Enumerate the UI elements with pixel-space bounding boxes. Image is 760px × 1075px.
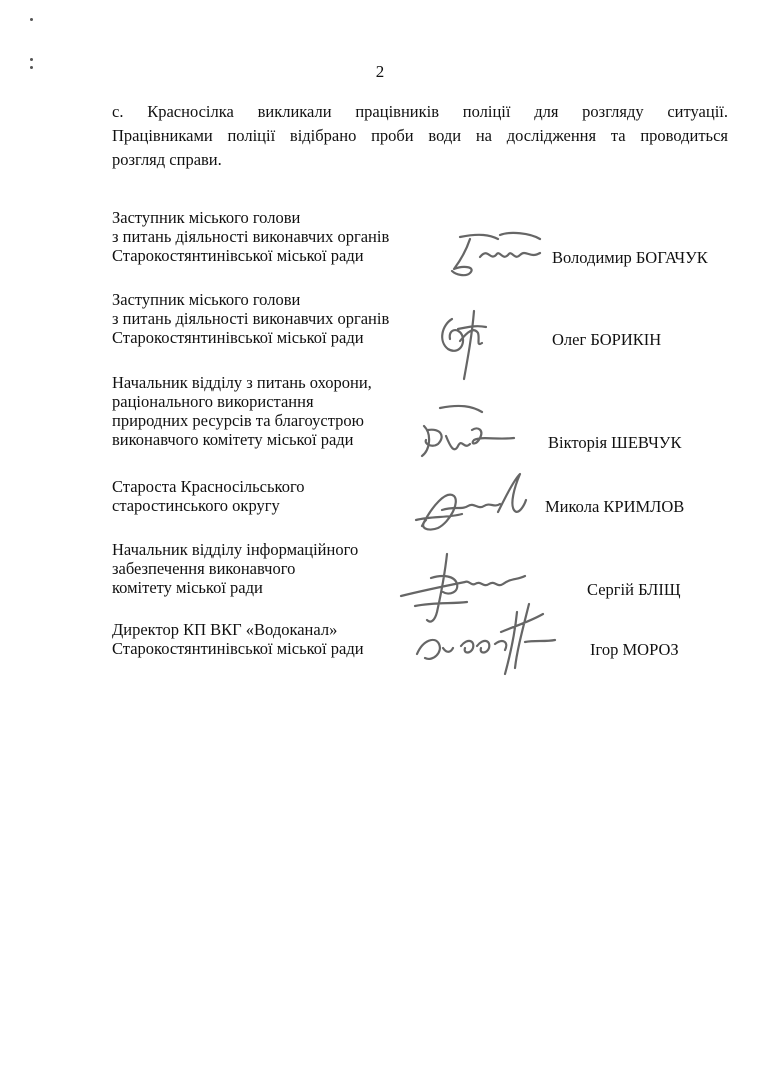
position-line: Старокостянтинівської міської ради	[112, 328, 364, 347]
signature-image	[410, 400, 525, 465]
signature-image	[440, 225, 550, 280]
position-line: Начальник відділу з питань охорони,	[112, 373, 372, 392]
signatory-name: Сергій БЛІЩ	[587, 580, 681, 599]
paragraph-line: с. Красносілка викликали працівників поліції для розгляду ситуації.	[112, 102, 728, 121]
position-line: з питань діяльності виконавчих органів	[112, 227, 390, 246]
position-line: з питань діяльності виконавчих органів	[112, 309, 390, 328]
position-line: виконавчого комітету міської ради	[112, 430, 354, 449]
signature-image	[402, 466, 537, 546]
position-line: Старокостянтинівської міської ради	[112, 246, 364, 265]
position-line: забезпечення виконавчого	[112, 559, 296, 578]
signatory-block	[112, 290, 732, 352]
signatory-name: Володимир БОГАЧУК	[552, 248, 708, 267]
position-line: комітету міської ради	[112, 578, 263, 597]
position-line: природних ресурсів та благоустрою	[112, 411, 364, 430]
scan-dot	[30, 18, 33, 21]
signatory-name: Микола КРИМЛОВ	[545, 497, 685, 516]
signatory-name: Олег БОРИКІН	[552, 330, 662, 349]
position-line: Директор КП ВКГ «Водоканал»	[112, 620, 338, 639]
position-line: старостинського округу	[112, 496, 280, 515]
page-number: 2	[375, 62, 385, 81]
position-line: Староста Красносільського	[112, 477, 305, 496]
signatory-block	[112, 208, 732, 270]
scan-dot	[30, 58, 33, 61]
position-line: Старокостянтинівської міської ради	[112, 639, 364, 658]
position-line: Начальник відділу інформаційного	[112, 540, 359, 559]
paragraph-line: розгляд справи.	[112, 150, 222, 169]
body-paragraph	[112, 100, 728, 172]
position-line: раціонального використання	[112, 392, 314, 411]
position-line: Заступник міського голови	[112, 290, 301, 309]
paragraph-line: Працівниками поліції відібрано проби води на дослідження та проводиться	[112, 126, 728, 145]
signatory-name: Ігор МОРОЗ	[590, 640, 679, 659]
position-line: Заступник міського голови	[112, 208, 301, 227]
signature-image	[405, 592, 565, 682]
signature-image	[430, 305, 500, 383]
signatory-name: Вікторія ШЕВЧУК	[548, 433, 682, 452]
